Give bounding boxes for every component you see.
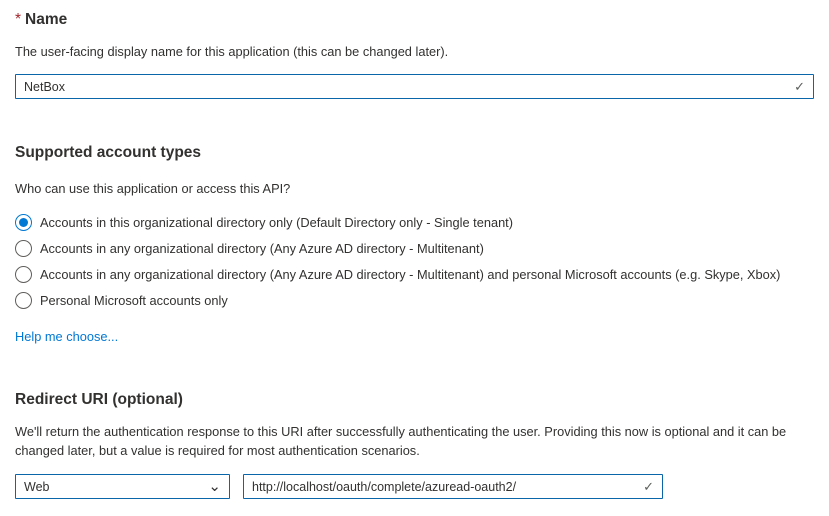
name-section-title [15,10,814,30]
redirect-uri-section [15,390,814,499]
radio-option-multitenant[interactable] [15,235,814,261]
radio-button-icon[interactable] [15,266,32,283]
radio-button-icon[interactable] [15,292,32,309]
redirect-uri-title: Redirect URI (optional) [15,391,183,408]
redirect-uri-description: We'll return the authentication response to this URI after successfully authenticating the user. Providing this now is optional and it can be changed later, but a value is required for most authentication scenarios. [15,424,787,458]
required-asterisk: * [15,11,22,28]
platform-select-dropdown[interactable] [15,474,230,499]
name-input-container [15,74,814,99]
name-input[interactable] [16,75,794,98]
radio-button-icon[interactable] [15,214,32,231]
chevron-down-icon: ⌄ [208,477,221,495]
name-description: The user-facing display name for this application (this can be changed later). [15,44,449,59]
help-me-choose-link[interactable]: Help me choose... [15,329,119,344]
supported-account-types-section [15,143,814,344]
radio-option-label: Accounts in any organizational directory (Any Azure AD directory - Multitenant) [40,240,484,256]
account-types-title: Supported account types [15,144,202,161]
radio-option-label: Accounts in this organizational directory only (Default Directory only - Single tenant) [40,214,513,230]
platform-selected-value: Web [24,479,50,494]
radio-option-single-tenant[interactable] [15,209,814,235]
account-types-radio-group [15,209,814,313]
radio-option-label: Personal Microsoft accounts only [40,292,228,308]
radio-option-label: Accounts in any organizational directory (Any Azure AD directory - Multitenant) and personal Microsoft accounts (e.g. Skype, Xbox) [40,266,781,282]
check-icon: ✓ [643,479,654,494]
account-types-question: Who can use this application or access this API? [15,181,291,196]
redirect-uri-input-container [243,474,663,499]
radio-option-multitenant-personal[interactable] [15,261,814,287]
radio-button-icon[interactable] [15,240,32,257]
redirect-uri-input[interactable] [244,475,643,498]
redirect-uri-controls [15,474,814,499]
name-title-text: Name [25,11,68,28]
radio-option-personal-only[interactable] [15,287,814,313]
check-icon: ✓ [794,79,805,94]
